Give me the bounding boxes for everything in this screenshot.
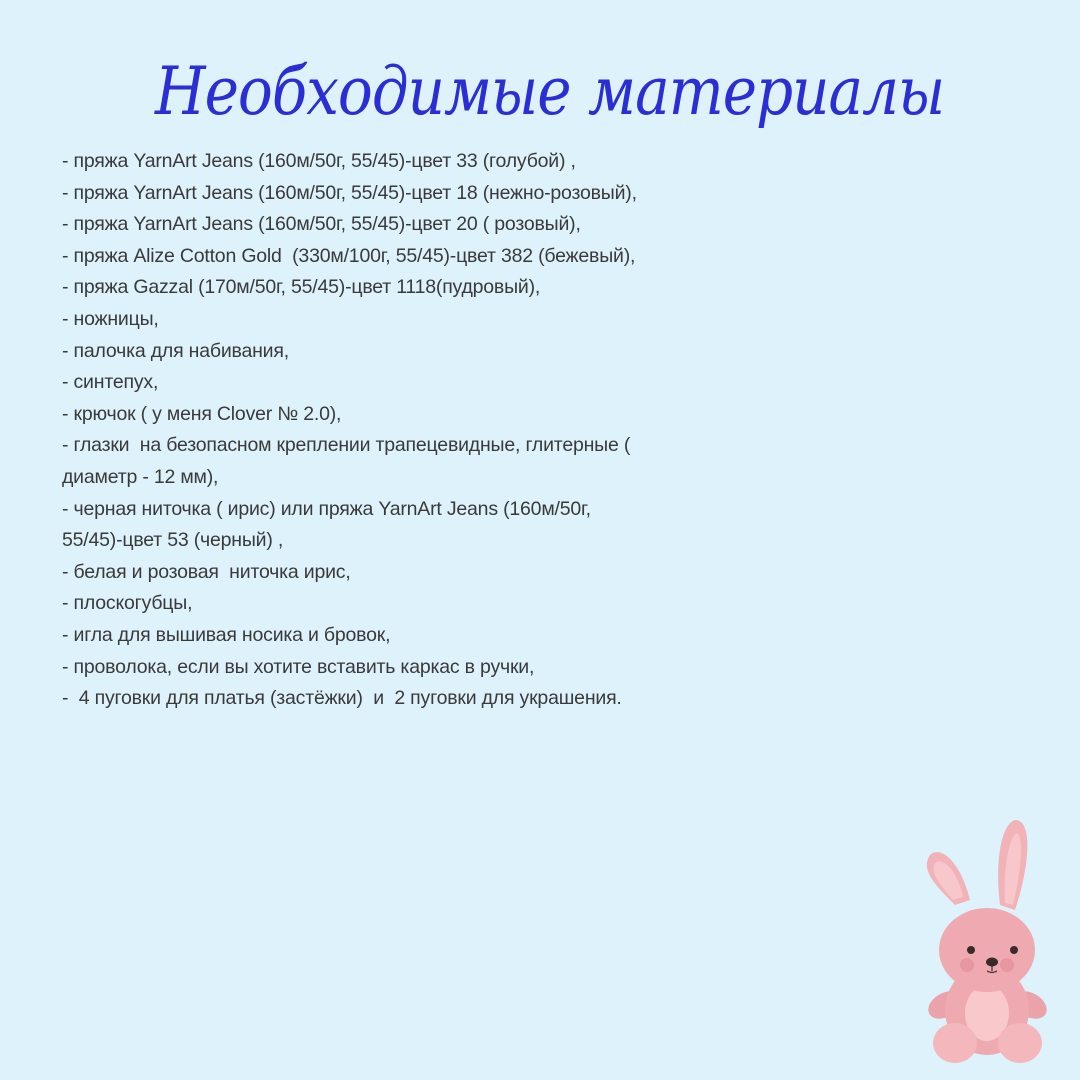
- list-item: диаметр - 12 мм),: [62, 465, 219, 488]
- list-item: - белая и розовая ниточка ирис,: [62, 560, 351, 583]
- list-item: - черная ниточка ( ирис) или пряжа YarnArt Jeans (160м/50г,: [62, 497, 591, 520]
- page-title: Необходимые материалы: [155, 52, 945, 131]
- list-item: - пряжа YarnArt Jeans (160м/50г, 55/45)-цвет 33 (голубой) ,: [62, 150, 576, 172]
- list-item: - игла для вышивая носика и бровок,: [62, 623, 391, 646]
- list-item: 55/45)-цвет 53 (черный) ,: [62, 529, 284, 552]
- list-item: - пряжа YarnArt Jeans (160м/50г, 55/45)-цвет 20 ( розовый),: [62, 213, 581, 236]
- list-item: - палочка для набивания,: [62, 339, 289, 362]
- list-item: - пряжа Gazzal (170м/50г, 55/45)-цвет 1118(пудровый),: [62, 276, 541, 299]
- list-item: - пряжа Alize Cotton Gold (330м/100г, 55/45)-цвет 382 (бежевый),: [62, 244, 636, 267]
- list-item: - проволока, если вы хотите вставить каркас в ручки,: [62, 655, 535, 678]
- list-item: - крючок ( у меня Clover № 2.0),: [62, 402, 342, 425]
- list-item: - 4 пуговки для платья (застёжки) и 2 пуговки для украшения.: [62, 687, 622, 710]
- list-item: - пряжа YarnArt Jeans (160м/50г, 55/45)-цвет 18 (нежно-розовый),: [62, 181, 637, 204]
- list-item: - плоскогубцы,: [62, 592, 193, 615]
- list-item: - глазки на безопасном креплении трапецевидные, глитерные (: [62, 434, 631, 457]
- list-item: - ножницы,: [62, 307, 159, 330]
- list-item: - синтепух,: [62, 371, 159, 394]
- bunny-illustration: [915, 815, 1055, 1065]
- materials-list: [62, 146, 637, 715]
